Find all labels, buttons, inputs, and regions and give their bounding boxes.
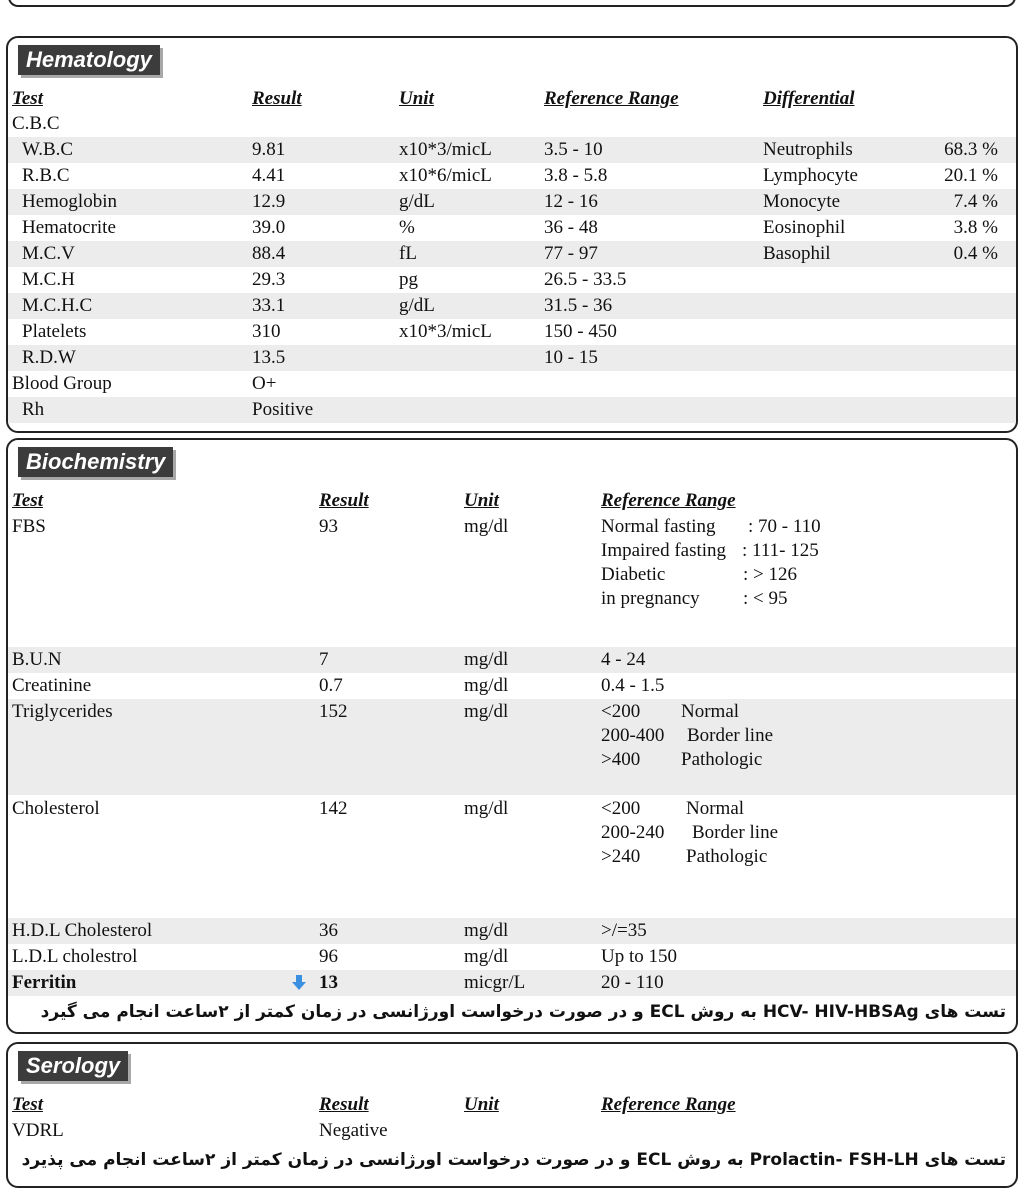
header-reference-range: Reference Range xyxy=(601,490,736,511)
test-result: Positive xyxy=(252,399,314,420)
table-row xyxy=(8,944,1016,970)
test-unit: mg/dl xyxy=(464,649,509,670)
differential-name: Eosinophil xyxy=(763,217,846,238)
test-unit: mg/dl xyxy=(464,798,509,819)
differential-value: 0.4 % xyxy=(953,243,998,264)
test-unit: g/dL xyxy=(399,191,435,212)
chol-ref-range: 200-240 xyxy=(601,822,665,843)
header-test: Test xyxy=(12,490,43,511)
table-row xyxy=(8,293,1016,319)
header-result: Result xyxy=(252,88,302,109)
test-name: M.C.V xyxy=(22,243,75,264)
table-row xyxy=(8,970,1016,996)
biochemistry-title: Biochemistry xyxy=(18,447,173,477)
header-differential: Differential xyxy=(763,88,855,109)
table-row xyxy=(8,189,1016,215)
test-name: Rh xyxy=(22,399,45,420)
test-reference: 3.8 - 5.8 xyxy=(544,165,608,186)
test-name: R.D.W xyxy=(22,347,76,368)
differential-name: Basophil xyxy=(763,243,831,264)
rh-row xyxy=(8,397,1016,423)
test-unit: micgr/L xyxy=(464,972,526,993)
fbs-ref-label: Diabetic xyxy=(601,564,666,585)
test-unit: g/dL xyxy=(399,295,435,316)
test-result: 142 xyxy=(319,798,348,819)
biochemistry-header-row xyxy=(8,488,1016,514)
test-name: M.C.H xyxy=(22,269,75,290)
fbs-ref-value: : 70 - 110 xyxy=(748,516,821,537)
test-reference: 0.4 - 1.5 xyxy=(601,675,665,696)
table-row xyxy=(8,137,1016,163)
test-result: 93 xyxy=(319,516,338,537)
arrow-head xyxy=(292,982,306,990)
test-reference: >/=35 xyxy=(601,920,647,941)
test-unit: mg/dl xyxy=(464,516,509,537)
test-reference: 31.5 - 36 xyxy=(544,295,613,316)
test-result: 9.81 xyxy=(252,139,286,160)
test-result: O+ xyxy=(252,373,277,394)
test-name: W.B.C xyxy=(22,139,74,160)
test-unit: % xyxy=(399,217,415,238)
fbs-ref-value: : < 95 xyxy=(743,588,788,609)
test-result: Negative xyxy=(319,1120,388,1141)
table-row xyxy=(8,215,1016,241)
test-unit: x10*3/micL xyxy=(399,139,492,160)
test-reference: 10 - 15 xyxy=(544,347,598,368)
test-name: Blood Group xyxy=(12,373,112,394)
test-reference: 4 - 24 xyxy=(601,649,646,670)
test-name: VDRL xyxy=(12,1120,64,1141)
test-name: Triglycerides xyxy=(12,701,113,722)
hematology-title: Hematology xyxy=(18,45,160,75)
fbs-ref-label: in pregnancy xyxy=(601,588,700,609)
chol-ref-label: Normal xyxy=(686,798,745,819)
test-unit: x10*3/micL xyxy=(399,321,492,342)
hematology-section xyxy=(6,36,1018,433)
table-row xyxy=(8,267,1016,293)
table-row xyxy=(8,673,1016,699)
test-result: 39.0 xyxy=(252,217,286,238)
test-name: Hematocrite xyxy=(22,217,116,238)
differential-name: Monocyte xyxy=(763,191,841,212)
test-reference: Up to 150 xyxy=(601,946,677,967)
test-result: 29.3 xyxy=(252,269,286,290)
test-name: Ferritin xyxy=(12,972,77,993)
test-result: 4.41 xyxy=(252,165,286,186)
test-unit: pg xyxy=(399,269,418,290)
arrow-stem xyxy=(296,975,302,983)
table-row xyxy=(8,345,1016,371)
differential-value: 20.1 % xyxy=(944,165,998,186)
table-row xyxy=(8,647,1016,673)
table-row xyxy=(8,918,1016,944)
table-row xyxy=(8,319,1016,345)
fbs-ref-value: : 111- 125 xyxy=(742,540,819,561)
differential-value: 3.8 % xyxy=(953,217,998,238)
test-name: FBS xyxy=(12,516,46,537)
table-row xyxy=(8,796,1016,916)
serology-header-row xyxy=(8,1092,1016,1118)
test-unit: x10*6/micL xyxy=(399,165,492,186)
chol-ref-range: >240 xyxy=(601,846,641,867)
test-result: 96 xyxy=(319,946,338,967)
serology-footnote: تست های Prolactin- FSH-LH به روش ECL و در صورت درخواست اورژانسی در زمان کمتر از ۲ساعت انجام می پذیرد xyxy=(21,1150,1006,1170)
test-result: 36 xyxy=(319,920,338,941)
test-name: Creatinine xyxy=(12,675,92,696)
serology-title: Serology xyxy=(18,1051,128,1081)
header-reference-range: Reference Range xyxy=(544,88,679,109)
test-name: Platelets xyxy=(22,321,87,342)
header-unit: Unit xyxy=(399,88,434,109)
test-result: 33.1 xyxy=(252,295,286,316)
header-reference-range: Reference Range xyxy=(601,1094,736,1115)
biochemistry-section xyxy=(6,438,1018,1034)
test-reference: 12 - 16 xyxy=(544,191,598,212)
cbc-group-label: C.B.C xyxy=(12,113,60,134)
fbs-ref-label: Impaired fasting xyxy=(601,540,727,561)
table-row xyxy=(8,1118,1016,1144)
chol-ref-label: Border line xyxy=(692,822,779,843)
test-unit: fL xyxy=(399,243,417,264)
test-result: 0.7 xyxy=(319,675,343,696)
trig-ref-range: <200 xyxy=(601,701,641,722)
test-name: R.B.C xyxy=(22,165,70,186)
test-name: M.C.H.C xyxy=(22,295,93,316)
test-unit: mg/dl xyxy=(464,946,509,967)
test-result: 13 xyxy=(319,972,338,993)
previous-section-border xyxy=(8,0,1016,7)
table-row xyxy=(8,163,1016,189)
differential-name: Neutrophils xyxy=(763,139,853,160)
cbc-group-row xyxy=(8,111,1016,137)
test-name: Cholesterol xyxy=(12,798,100,819)
test-result: 7 xyxy=(319,649,329,670)
header-result: Result xyxy=(319,490,369,511)
test-name: B.U.N xyxy=(12,649,62,670)
differential-value: 7.4 % xyxy=(953,191,998,212)
table-row xyxy=(8,241,1016,267)
test-reference: 36 - 48 xyxy=(544,217,598,238)
down-arrow-icon xyxy=(292,975,306,991)
hematology-header-row xyxy=(8,86,1016,112)
trig-ref-range: >400 xyxy=(601,749,641,770)
trig-ref-range: 200-400 xyxy=(601,725,665,746)
test-unit: mg/dl xyxy=(464,701,509,722)
test-name: L.D.L cholestrol xyxy=(12,946,138,967)
table-row xyxy=(8,699,1016,795)
test-reference: 150 - 450 xyxy=(544,321,617,342)
biochemistry-footnote: تست های HCV- HIV-HBSAg به روش ECL و در صورت درخواست اورژانسی در زمان کمتر از ۲ساعت انجام می گیرد xyxy=(40,1002,1006,1022)
trig-ref-label: Border line xyxy=(687,725,774,746)
test-name: H.D.L Cholesterol xyxy=(12,920,153,941)
test-reference: 26.5 - 33.5 xyxy=(544,269,627,290)
test-reference: 20 - 110 xyxy=(601,972,664,993)
test-reference: 3.5 - 10 xyxy=(544,139,603,160)
header-test: Test xyxy=(12,1094,43,1115)
chol-ref-label: Pathologic xyxy=(686,846,768,867)
header-result: Result xyxy=(319,1094,369,1115)
test-unit: mg/dl xyxy=(464,675,509,696)
test-result: 310 xyxy=(252,321,281,342)
test-unit: mg/dl xyxy=(464,920,509,941)
differential-value: 68.3 % xyxy=(944,139,998,160)
test-name: Hemoglobin xyxy=(22,191,117,212)
test-result: 13.5 xyxy=(252,347,286,368)
test-result: 152 xyxy=(319,701,348,722)
serology-section xyxy=(6,1042,1018,1188)
differential-name: Lymphocyte xyxy=(763,165,858,186)
test-reference: 77 - 97 xyxy=(544,243,598,264)
header-unit: Unit xyxy=(464,1094,499,1115)
header-test: Test xyxy=(12,88,43,109)
blood-group-row xyxy=(8,371,1016,397)
chol-ref-range: <200 xyxy=(601,798,641,819)
header-unit: Unit xyxy=(464,490,499,511)
trig-ref-label: Pathologic xyxy=(681,749,763,770)
test-result: 88.4 xyxy=(252,243,286,264)
fbs-ref-label: Normal fasting xyxy=(601,516,716,537)
trig-ref-label: Normal xyxy=(681,701,740,722)
table-row xyxy=(8,514,1016,540)
fbs-ref-value: : > 126 xyxy=(743,564,797,585)
test-result: 12.9 xyxy=(252,191,286,212)
